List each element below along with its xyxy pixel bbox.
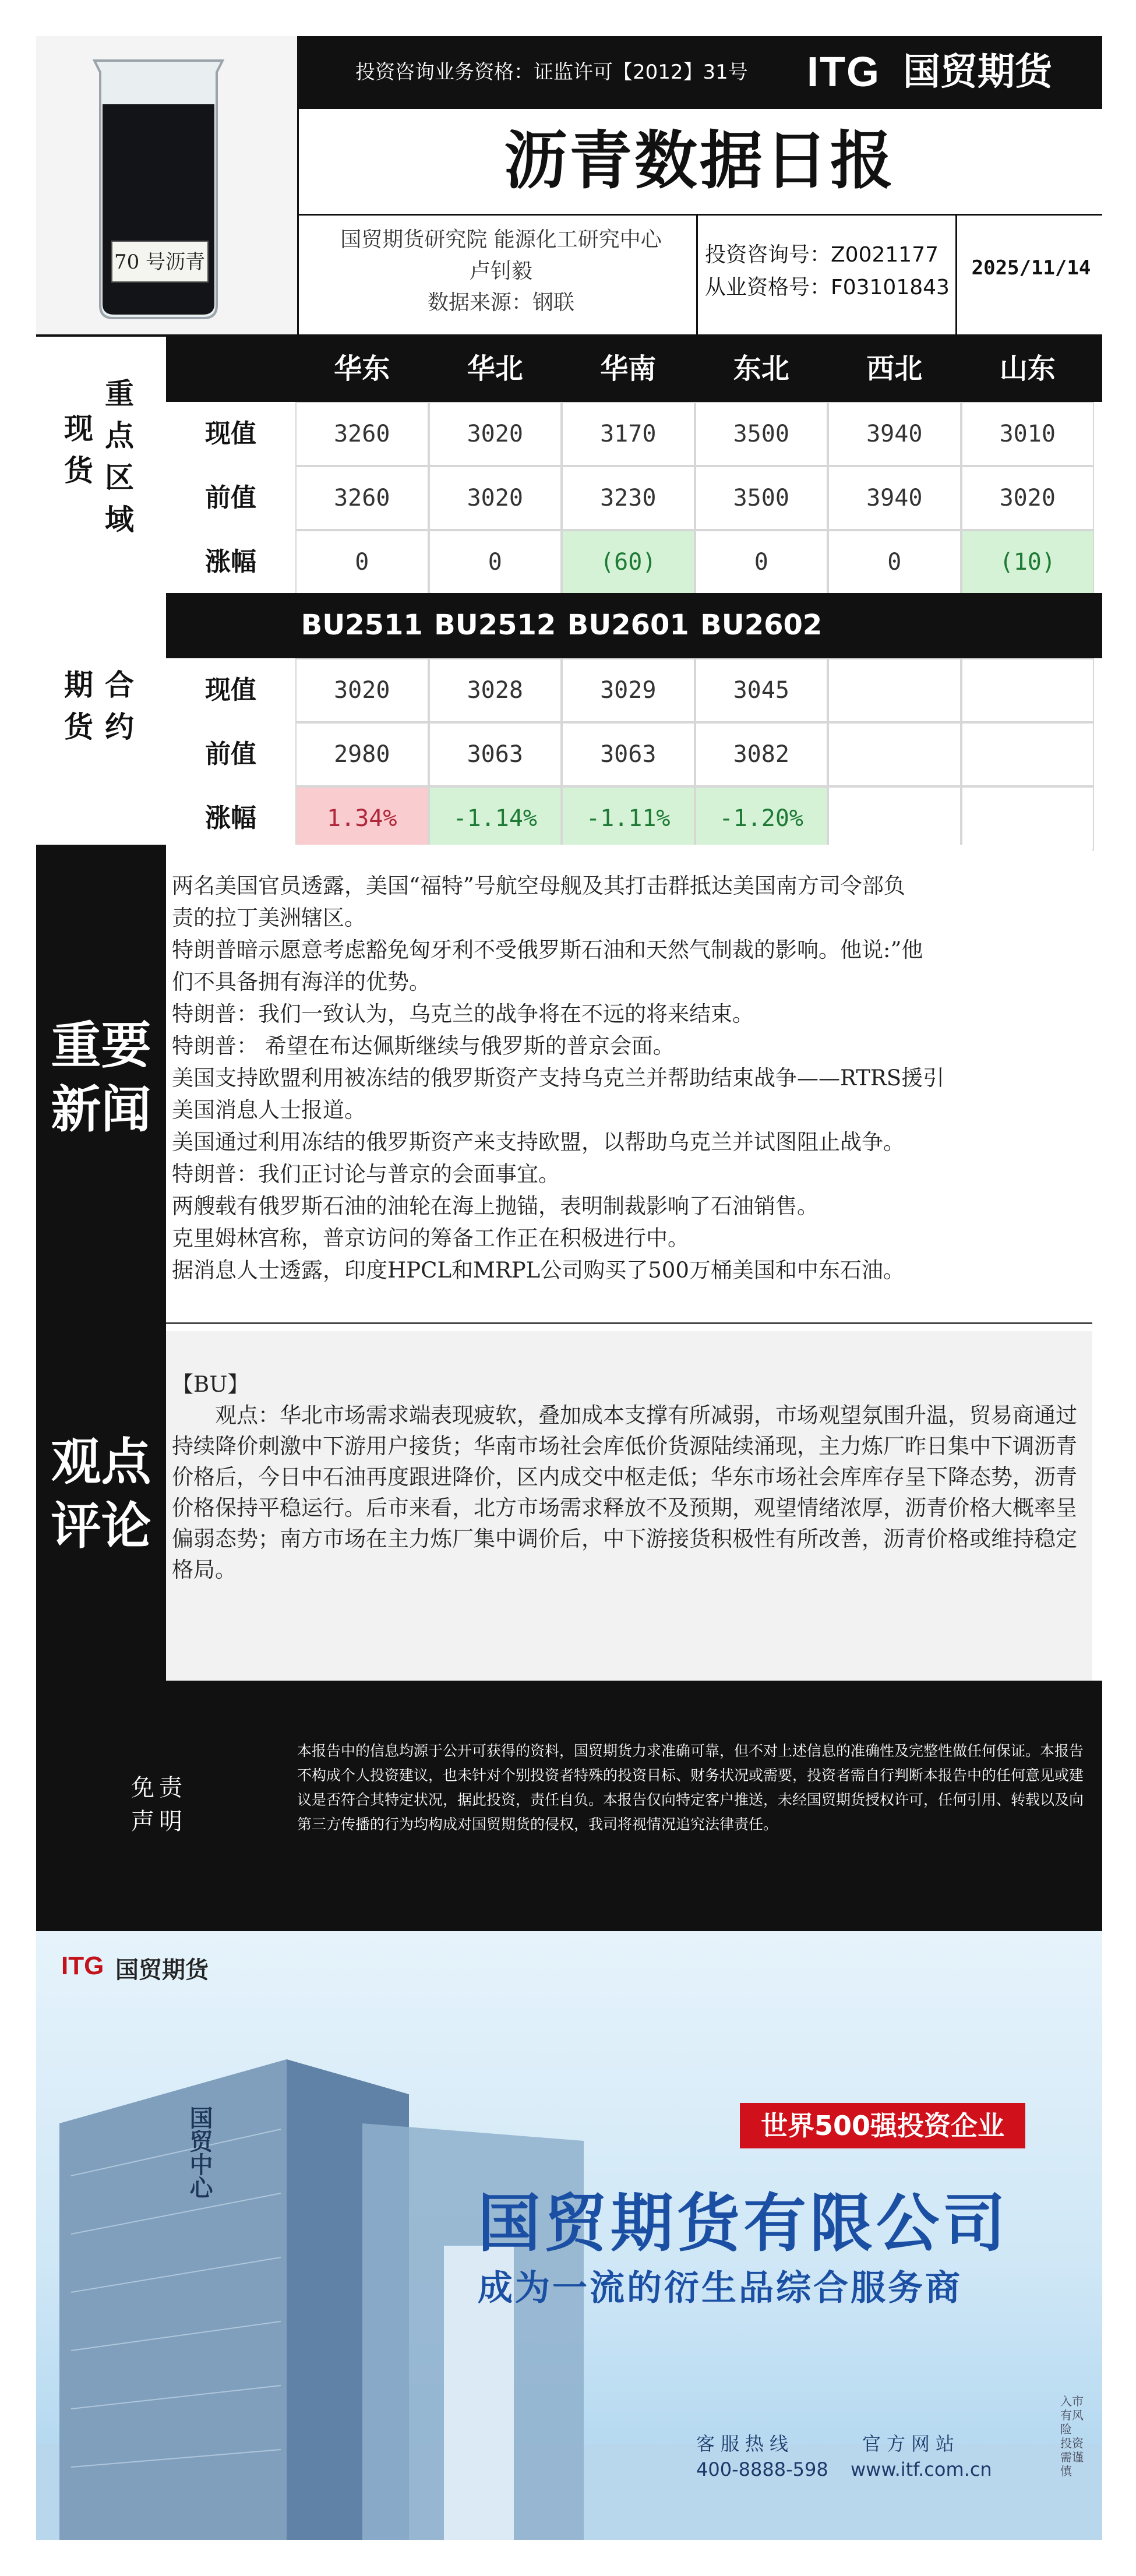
photo-label: 70 号沥青 <box>114 250 206 274</box>
futures-cell <box>828 658 961 722</box>
futures-label-b: 合 约 <box>105 668 134 744</box>
futures-cell <box>828 786 961 851</box>
spot-cell: 0 <box>695 530 828 594</box>
spot-cell: 3170 <box>562 402 695 466</box>
report-meta <box>309 224 693 319</box>
news-item: 克里姆林宫称，普京访问的筹备工作正在积极进行中。 <box>172 1226 689 1251</box>
spot-label-a: 现 货 <box>64 412 93 488</box>
futures-row-label: 前值 <box>166 722 295 786</box>
futures-cell <box>961 658 1095 722</box>
commentary-label: 观点 评论 <box>51 1433 151 1555</box>
divider <box>696 214 698 336</box>
futures-cell: 3063 <box>429 722 562 786</box>
license-text: 投资咨询业务资格：证监许可【2012】31号 <box>355 61 748 84</box>
website-link[interactable]: www.itf.com.cn <box>851 2458 992 2480</box>
ad-company-name: 国贸期货有限公司 <box>478 2187 1010 2260</box>
futures-cell <box>828 722 961 786</box>
spot-col-header: 华东 <box>334 352 390 385</box>
spot-cell: 0 <box>295 530 429 594</box>
futures-cell: 3029 <box>562 658 695 722</box>
spot-row-label: 现值 <box>166 402 295 466</box>
institute-name: 国贸期货研究院 能源化工研究中心 <box>340 228 662 252</box>
divider <box>955 214 957 336</box>
author-name: 卢钊毅 <box>469 259 532 283</box>
futures-col-header: BU2601 <box>567 609 689 641</box>
spot-cell: 3940 <box>828 466 961 530</box>
news-label: 重要 新闻 <box>51 1017 151 1139</box>
spot-cell: 3500 <box>695 402 828 466</box>
news-item: 两名美国官员透露，美国“福特”号航空母舰及其打击群抵达美国南方司令部负 <box>172 873 905 898</box>
futures-row-label: 现值 <box>166 658 295 722</box>
futures-col-header: BU2512 <box>434 609 556 641</box>
qualification-number: 从业资格号：F03101843 <box>705 276 950 299</box>
spot-cell: 3260 <box>295 402 429 466</box>
futures-cell <box>961 722 1095 786</box>
spot-col-header: 华北 <box>467 352 523 385</box>
commentary-text <box>172 1369 1081 1585</box>
website-label: 官方网站 <box>862 2433 961 2455</box>
spot-row-label: 前值 <box>166 466 295 530</box>
report-date: 2025/11/14 <box>971 256 1091 280</box>
disclaimer-label-a: 免责 <box>131 1774 187 1801</box>
news-item: 们不具备拥有海洋的优势。 <box>172 969 431 994</box>
futures-label-a: 期 货 <box>64 668 93 744</box>
spot-cell: 3940 <box>828 402 961 466</box>
fortune500-badge: 世界500强投资企业 <box>740 2103 1025 2148</box>
hotline-label: 客服热线 <box>696 2433 795 2455</box>
ad-logo-text: 国贸期货 <box>115 1957 209 1984</box>
commentary-body: 观点：华北市场需求端表现疲软，叠加成本支撑有所减弱，市场观望氛围升温，贸易商通过持续降价刺激中下游用户接货；华南市场社会库低价货源陆续涌现，主力炼厂昨日集中下调沥青价格后，今日中石油再度跟进降价，区内成交中枢走低；华东市场社会库库存呈下降态势，沥青价格保持平稳运行。后市来看，北方市场需求释放不及预期，观望情绪浓厚，沥青价格大概率呈偏弱态势；南方市场在主力炼厂集中调价后，中下游接货积极性有所改善，沥青价格或维持稳定格局。 <box>172 1403 1077 1582</box>
registration-info <box>705 239 950 304</box>
building-sign: 国贸中心 <box>186 2106 213 2199</box>
company-logo-text: 国贸期货 <box>903 51 1052 94</box>
spot-cell: 3020 <box>429 402 562 466</box>
itg-logo: ITG <box>807 49 880 96</box>
futures-row-label: 涨幅 <box>166 786 295 851</box>
spot-cell: (10) <box>961 530 1095 594</box>
risk-notice: 入市有风险 投资需谨慎 <box>1060 2394 1084 2478</box>
consult-number: 投资咨询号：Z0021177 <box>705 243 939 267</box>
news-item: 美国通过利用冻结的俄罗斯资产来支持欧盟，以帮助乌克兰并试图阻止战争。 <box>172 1130 905 1155</box>
spot-cell: 3500 <box>695 466 828 530</box>
futures-cell: -1.20% <box>695 786 828 851</box>
news-item: 美国支持欧盟利用被冻结的俄罗斯资产支持乌克兰并帮助结束战争——RTRS援引 <box>172 1065 945 1091</box>
spot-cell: 0 <box>828 530 961 594</box>
title-box <box>297 109 1102 216</box>
futures-cell: -1.14% <box>429 786 562 851</box>
spot-col-header: 西北 <box>866 352 923 385</box>
spot-col-header: 华南 <box>600 352 657 385</box>
futures-cell: 3082 <box>695 722 828 786</box>
hotline-number: 400-8888-598 <box>696 2458 828 2480</box>
futures-cell: 2980 <box>295 722 429 786</box>
ad-slogan: 成为一流的衍生品综合服务商 <box>478 2268 962 2309</box>
ad-itg-logo: ITG <box>61 1952 104 1980</box>
spot-cell: (60) <box>562 530 695 594</box>
spot-label-b: 重 点 区 域 <box>105 377 134 537</box>
futures-cell: 1.34% <box>295 786 429 851</box>
news-item: 特朗普：我们正讨论与普京的会面事宜。 <box>172 1162 560 1187</box>
futures-cell: 3028 <box>429 658 562 722</box>
beaker-icon <box>77 49 240 323</box>
news-item: 特朗普： 希望在布达佩斯继续与俄罗斯的普京会面。 <box>172 1033 675 1058</box>
news-item: 据消息人士透露，印度HPCL和MRPL公司购买了500万桶美国和中东石油。 <box>172 1258 905 1283</box>
data-source: 数据来源：钢联 <box>427 291 574 315</box>
news-item: 特朗普：我们一致认为，乌克兰的战争将在不远的将来结束。 <box>172 1001 754 1026</box>
futures-col-header: BU2602 <box>700 609 823 641</box>
spot-row-label: 涨幅 <box>166 530 295 594</box>
futures-cell: 3020 <box>295 658 429 722</box>
disclaimer-text: 本报告中的信息均源于公开可获得的资料，国贸期货力求准确可靠，但不对上述信息的准确性及完整性做任何保证。本报告不构成个人投资建议，也未针对个别投资者特殊的投资目标、财务状况或需要，投资者需自行判断本报告中的任何意见或建议是否符合其特定状况，据此投资，责任自负。本报告仅向特定客户推送，未经国贸期货授权许可，任何引用、转载以及向第三方传播的行为均构成对国贸期货的侵权，我司将视情况追究法律责任。 <box>297 1742 1084 1833</box>
news-item: 两艘载有俄罗斯石油的油轮在海上抛锚，表明制裁影响了石油销售。 <box>172 1194 819 1219</box>
news-item: 特朗普暗示愿意考虑豁免匈牙利不受俄罗斯石油和天然气制裁的影响。他说:”他 <box>172 937 923 962</box>
spot-cell: 3260 <box>295 466 429 530</box>
spot-cell: 3020 <box>429 466 562 530</box>
spot-cell: 0 <box>429 530 562 594</box>
news-item: 美国消息人士报道。 <box>172 1098 366 1123</box>
futures-cell: 3063 <box>562 722 695 786</box>
futures-cell: -1.11% <box>562 786 695 851</box>
futures-col-header: BU2511 <box>301 609 423 641</box>
page-title: 沥青数据日报 <box>503 125 895 197</box>
commentary-tag: 【BU】 <box>172 1372 249 1397</box>
spot-cell: 3010 <box>961 402 1095 466</box>
futures-cell <box>961 786 1095 851</box>
news-item: 责的拉丁美洲辖区。 <box>172 905 366 930</box>
spot-cell: 3230 <box>562 466 695 530</box>
spot-cell: 3020 <box>961 466 1095 530</box>
asphalt-beaker-photo <box>36 36 299 336</box>
spot-col-header: 东北 <box>733 352 789 385</box>
disclaimer-label-b: 声明 <box>131 1808 187 1835</box>
futures-cell: 3045 <box>695 658 828 722</box>
spot-col-header: 山东 <box>999 352 1056 385</box>
